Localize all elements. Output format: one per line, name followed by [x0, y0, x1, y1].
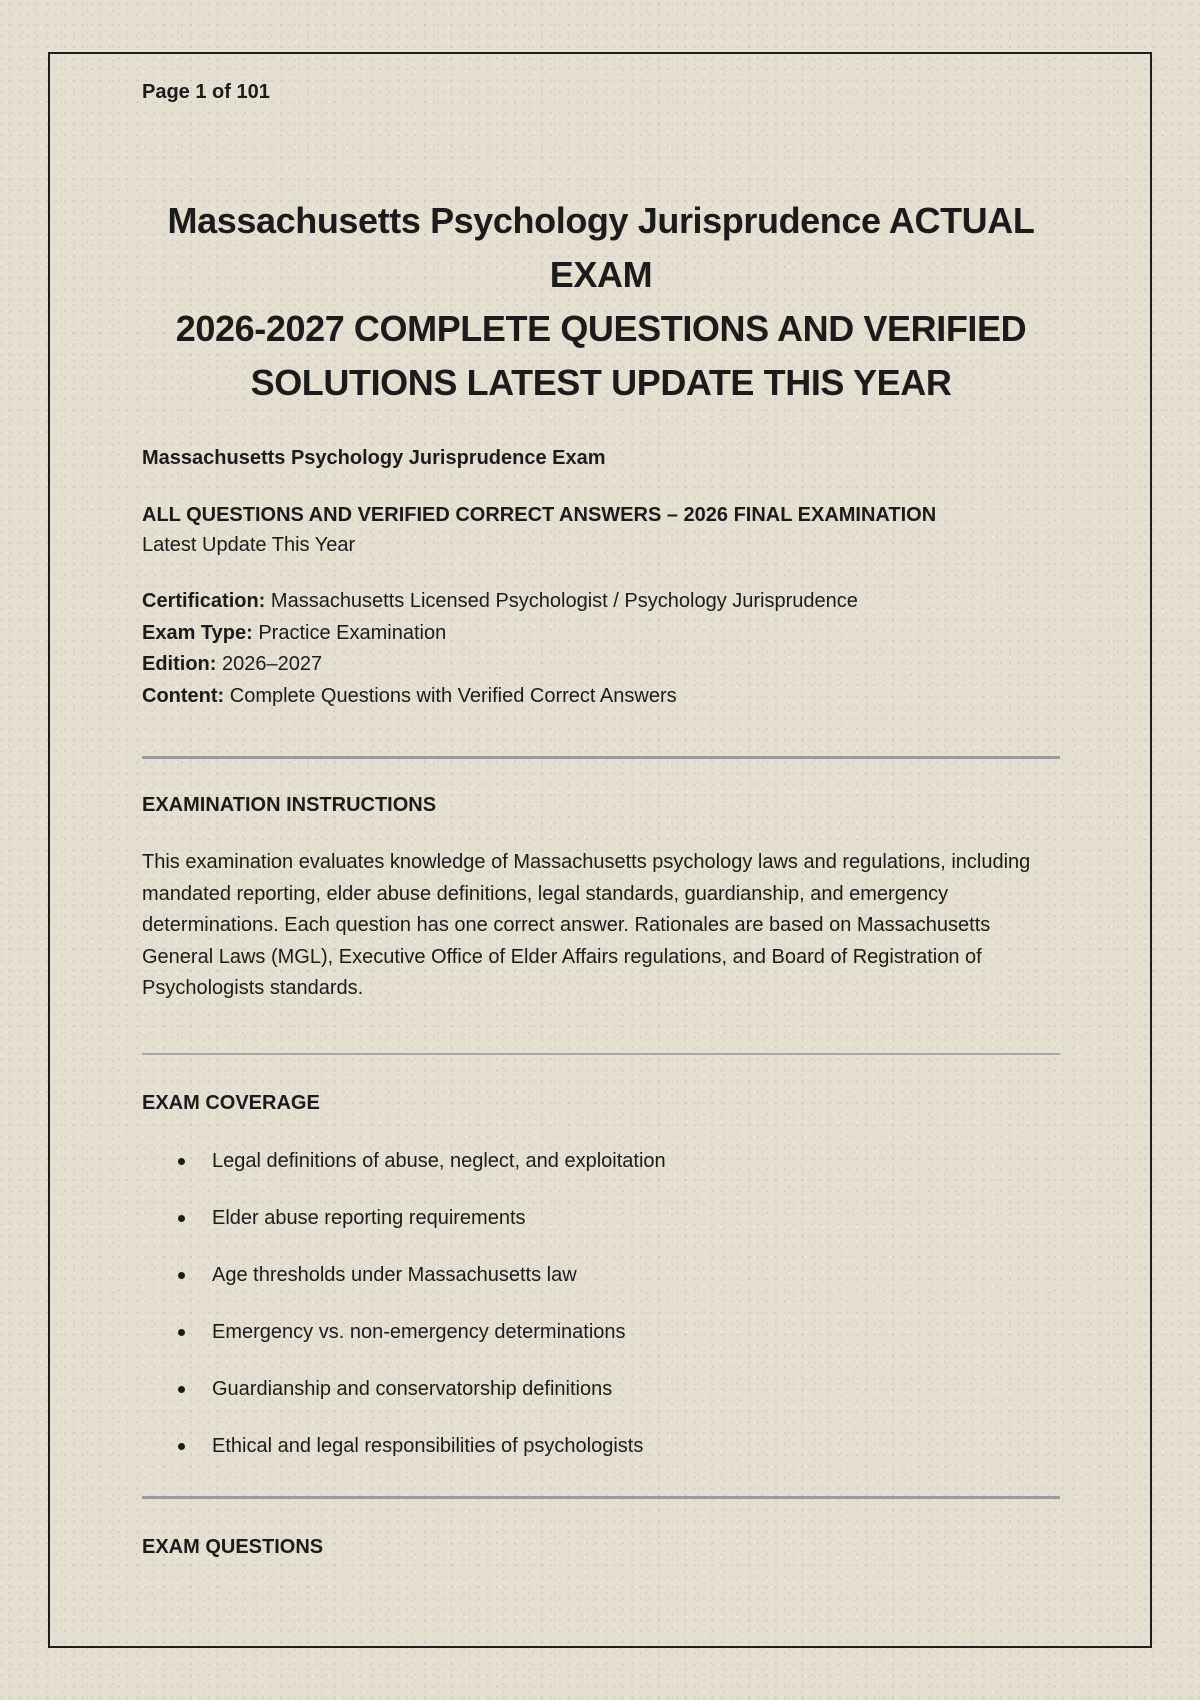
- meta-key: Exam Type:: [142, 621, 253, 644]
- meta-edition: [142, 649, 1060, 681]
- section-divider: [142, 1053, 1060, 1055]
- list-item-text: Legal definitions of abuse, neglect, and exploitation: [212, 1149, 666, 1172]
- meta-value: Massachusetts Licensed Psychologist / Psychology Jurisprudence: [270, 590, 858, 612]
- list-item-text: Emergency vs. non-emergency determinations: [212, 1320, 626, 1343]
- meta-content: [142, 681, 1060, 713]
- update-line: Latest Update This Year: [142, 534, 356, 556]
- list-item: [142, 1204, 1060, 1232]
- meta-key: Content:: [142, 684, 225, 707]
- questions-heading: EXAM QUESTIONS: [142, 1535, 324, 1558]
- coverage-heading: EXAM COVERAGE: [142, 1091, 320, 1114]
- instructions-heading: EXAMINATION INSTRUCTIONS: [142, 794, 437, 816]
- list-item-text: Elder abuse reporting requirements: [212, 1206, 526, 1229]
- bullet-icon: [178, 1272, 185, 1279]
- document-content: [142, 78, 1060, 1561]
- meta-value: Practice Examination: [258, 621, 447, 644]
- list-item: [142, 1147, 1060, 1175]
- title-line-2: 2026-2027 COMPLETE QUESTIONS AND VERIFIED: [175, 308, 1027, 349]
- bullet-icon: [178, 1386, 185, 1393]
- list-item-text: Ethical and legal responsibilities of psychologists: [212, 1434, 644, 1457]
- meta-key: Certification:: [142, 590, 266, 612]
- exam-headline: ALL QUESTIONS AND VERIFIED CORRECT ANSWERS – 2026 FINAL EXAMINATION: [142, 504, 937, 526]
- list-item: [142, 1318, 1060, 1346]
- section-divider: [142, 756, 1060, 759]
- list-item: [142, 1375, 1060, 1403]
- meta-value: Complete Questions with Verified Correct Answers: [229, 684, 677, 707]
- list-item-text: Guardianship and conservatorship definitions: [212, 1377, 613, 1400]
- exam-subtitle: Massachusetts Psychology Jurisprudence Exam: [142, 447, 606, 469]
- meta-exam-type: [142, 618, 1060, 650]
- meta-value: 2026–2027: [222, 653, 323, 675]
- document-title: [142, 194, 1060, 410]
- list-item-text: Age thresholds under Massachusetts law: [212, 1263, 577, 1286]
- bullet-icon: [178, 1215, 185, 1222]
- bullet-icon: [178, 1443, 185, 1450]
- list-item: [142, 1432, 1060, 1460]
- meta-certification: [142, 586, 1060, 618]
- section-divider: [142, 1496, 1060, 1499]
- bullet-icon: [178, 1329, 185, 1336]
- title-line-1: Massachusetts Psychology Jurisprudence ACTUAL EXAM: [167, 200, 1035, 295]
- list-item: [142, 1261, 1060, 1289]
- bullet-icon: [178, 1158, 185, 1165]
- coverage-list: [142, 1147, 1060, 1460]
- title-line-3: SOLUTIONS LATEST UPDATE THIS YEAR: [250, 362, 952, 403]
- exam-metadata: [142, 586, 1060, 712]
- page-number: Page 1 of 101: [142, 81, 270, 103]
- meta-key: Edition:: [142, 653, 217, 675]
- instructions-body: This examination evaluates knowledge of Massachusetts psychology laws and regulations, including mandated reporting, elder abuse definitions, legal standards, guardianship, and emergency determinations. Each question has one correct answer. Rationales are based on Massachusetts General Laws (MGL), Executive Office of Elder Affairs regulations, and Board of Registration of Psychologists standards.: [142, 851, 1031, 999]
